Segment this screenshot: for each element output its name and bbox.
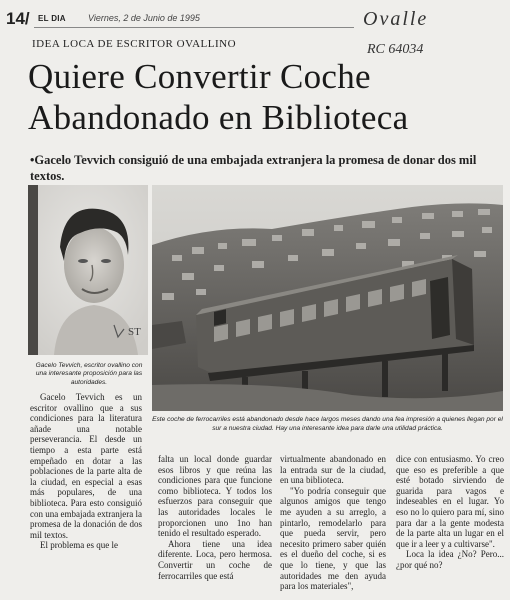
- header-rule: [34, 27, 354, 28]
- newspaper-header: [0, 0, 510, 34]
- page-number: 14/: [6, 9, 30, 28]
- handwritten-archive-note: RC 64034: [367, 42, 424, 57]
- railway-coach-photo: [152, 185, 503, 411]
- newspaper-name: EL DIA: [38, 14, 66, 23]
- svg-text:ST: ST: [128, 326, 141, 338]
- body-column-1: [30, 392, 142, 551]
- paragraph: dice con entusiasmo. Yo creo que eso es preferible a que esté botado sirviendo de guarida para vagos e indeseables en el lugar. Yo eso no lo quiero para mí, sino para dar a la gente modesta de la parte alta un lugar en el que ir a leer y a cultivarse".: [396, 454, 504, 549]
- paragraph: falta un local donde guardar esos libros y que reúna las condiciones para que funcione como biblioteca. Y todos los esfuerzos para conseguir que las autoridades locales le proporcionen uno 1no han tenido el resultado esperado.: [158, 454, 272, 539]
- body-column-4: [396, 454, 504, 571]
- paragraph: Ahora tiene una idea diferente. Loca, pero hermosa. Convertir un coche de ferrocarriles que está: [158, 538, 272, 581]
- author-portrait-photo: [28, 185, 148, 355]
- paragraph: Gacelo Tevvich es un escritor ovallino que a sus condiciones para la literatura añade una notable perseverancia. El desde un tiempo a esta parte está empeñado en dotar a las poblaciones de la parte alta de la ciudad, en especial a esas más populares, de una biblioteca. Para esto consiguió con una embajada extranjera la promesa de la donación de dos mil textos.: [30, 392, 142, 540]
- body-column-2: [158, 454, 272, 581]
- body-column-3: [280, 454, 386, 592]
- issue-date: Viernes, 2 de Junio de 1995: [88, 13, 200, 23]
- article-kicker: IDEA LOCA DE ESCRITOR OVALLINO: [32, 38, 237, 50]
- paragraph: Loca la idea ¿No? Pero...¿por qué no?: [396, 549, 504, 570]
- paragraph: El problema es que le: [40, 540, 118, 551]
- article-deck: •Gacelo Tevvich consiguió de una embajada extranjera la promesa de donar dos mil textos.: [30, 153, 477, 183]
- photo-caption: Este coche de ferrocarriles está abandonado desde hace largos meses dando una fea impresión a quienes llegan por el sur a nuestra ciudad. Hay una interesante idea para darle una utilidad práctica.: [152, 416, 503, 432]
- paragraph: "Yo podría conseguir que algunos amigos que tengo me ayuden a su arreglo, a pintarlo, remodelarlo para que pueda servir, pero necesito primero saber quién es el dueño del coche, si es que lo tiene, y que las autoridades me den ayuda para los materiales",: [280, 485, 386, 592]
- article-headline: Quiere Convertir Coche Abandonado en Biblioteca: [28, 57, 409, 137]
- portrait-caption: Gacelo Tevvich, escritor ovallino con una interesante proposición para las autoridades.: [35, 362, 143, 386]
- paragraph: virtualmente abandonado en la entrada sur de la ciudad, en una biblioteca.: [280, 454, 386, 486]
- section-name: Ovalle: [363, 8, 429, 30]
